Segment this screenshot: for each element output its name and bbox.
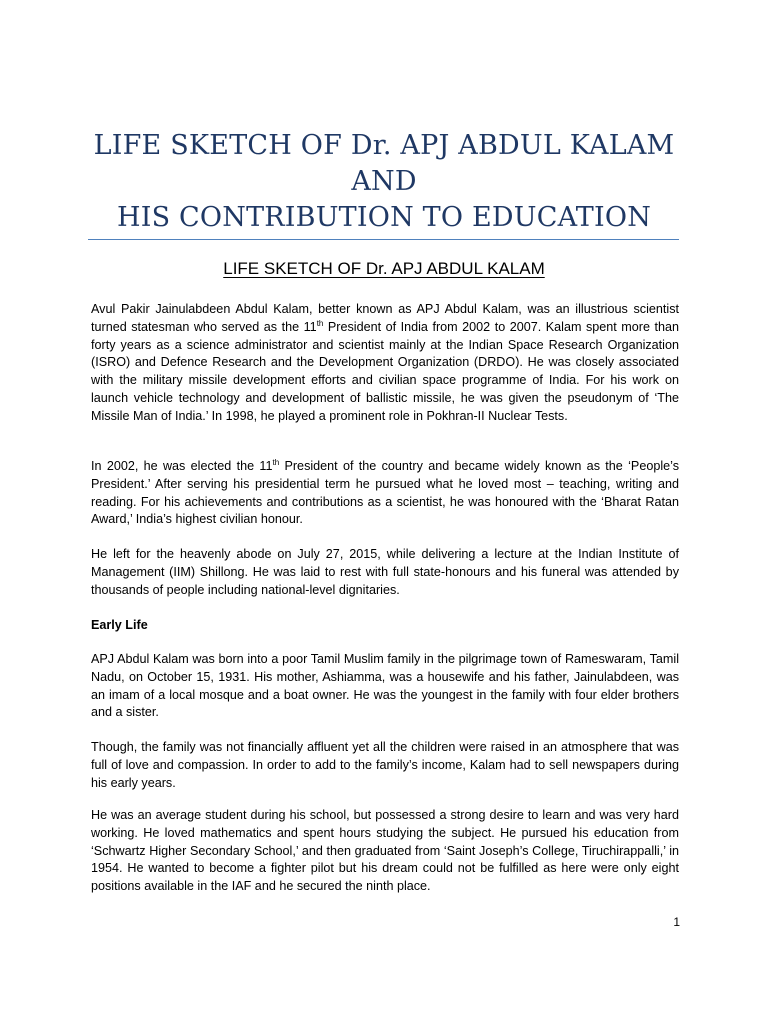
subheading-early-life: Early Life	[91, 618, 148, 632]
paragraph-family: Though, the family was not financially affluent yet all the children were raised in an atmosphere that was full of love and compassion. In order to add to the family’s income, Kalam had to sell newspapers during his early years.	[91, 740, 679, 790]
paragraph-death: He left for the heavenly abode on July 27, 2015, while delivering a lecture at the Indian Institute of Management (IIM) Shillong. He was laid to rest with full state-honours and his funeral was attended by thousands of people including national-level dignitaries.	[91, 547, 679, 597]
paragraph-education: He was an average student during his school, but possessed a strong desire to learn and was very hard working. He loved mathematics and spent hours studying the subject. He pursued his education from ‘Schwartz Higher Secondary School,’ and then graduated from ‘Saint Joseph’s College, Tiruchirappalli,’ in 1954. He wanted to become a fighter pilot but his dream could not be fulfilled as here were only eight positions available in the IAF and he secured the ninth place.	[91, 808, 679, 894]
ordinal-suffix: th	[272, 457, 280, 467]
paragraph-intro	[91, 301, 679, 426]
document-title	[0, 128, 768, 236]
paragraph-birth: APJ Abdul Kalam was born into a poor Tamil Muslim family in the pilgrimage town of Rameswaram, Tamil Nadu, on October 15, 1931. His mother, Ashiamma, was a housewife and his father, Jainulabdeen, was an imam of a local mosque and a boat owner. He was the youngest in the family with four elder brothers and a sister.	[91, 652, 679, 720]
page-number: 1	[673, 915, 680, 929]
paragraph-presidency-part-2: President of the country and became widely known as the ‘People’s President.’ After serving his presidential term he pursued what he loved most – teaching, writing and reading. For his achievements and contributions as a scientist, he was honoured with the ‘Bharat Ratan Award,’ India’s highest civilian honour.	[91, 459, 679, 527]
paragraph-intro-part-1: Avul Pakir Jainulabdeen Abdul Kalam, better known as APJ Abdul Kalam, was an illustrious scientist turned statesman who served as the 11	[91, 302, 679, 334]
title-line-3: HIS CONTRIBUTION TO EDUCATION	[116, 202, 652, 233]
title-divider	[88, 239, 679, 240]
paragraph-presidency	[91, 458, 679, 529]
section-heading: LIFE SKETCH OF Dr. APJ ABDUL KALAM	[223, 259, 545, 278]
title-line-2: AND	[351, 166, 417, 197]
paragraph-presidency-part-1: In 2002, he was elected the 11	[91, 459, 273, 473]
ordinal-suffix: th	[316, 318, 324, 328]
title-line-1: LIFE SKETCH OF Dr. APJ ABDUL KALAM	[93, 130, 675, 161]
paragraph-intro-part-2: President of India from 2002 to 2007. Kalam spent more than forty years as a science administrator and scientist mainly at the Indian Space Research Organization (ISRO) and Defence Research and the Development Organization (DRDO). He was closely associated with the military missile development efforts and civilian space programme of India. For his work on launch vehicle technology and development of ballistic missile, he was given the pseudonym of ‘The Missile Man of India.’ In 1998, he played a prominent role in Pokhran-II Nuclear Tests.	[91, 319, 680, 423]
